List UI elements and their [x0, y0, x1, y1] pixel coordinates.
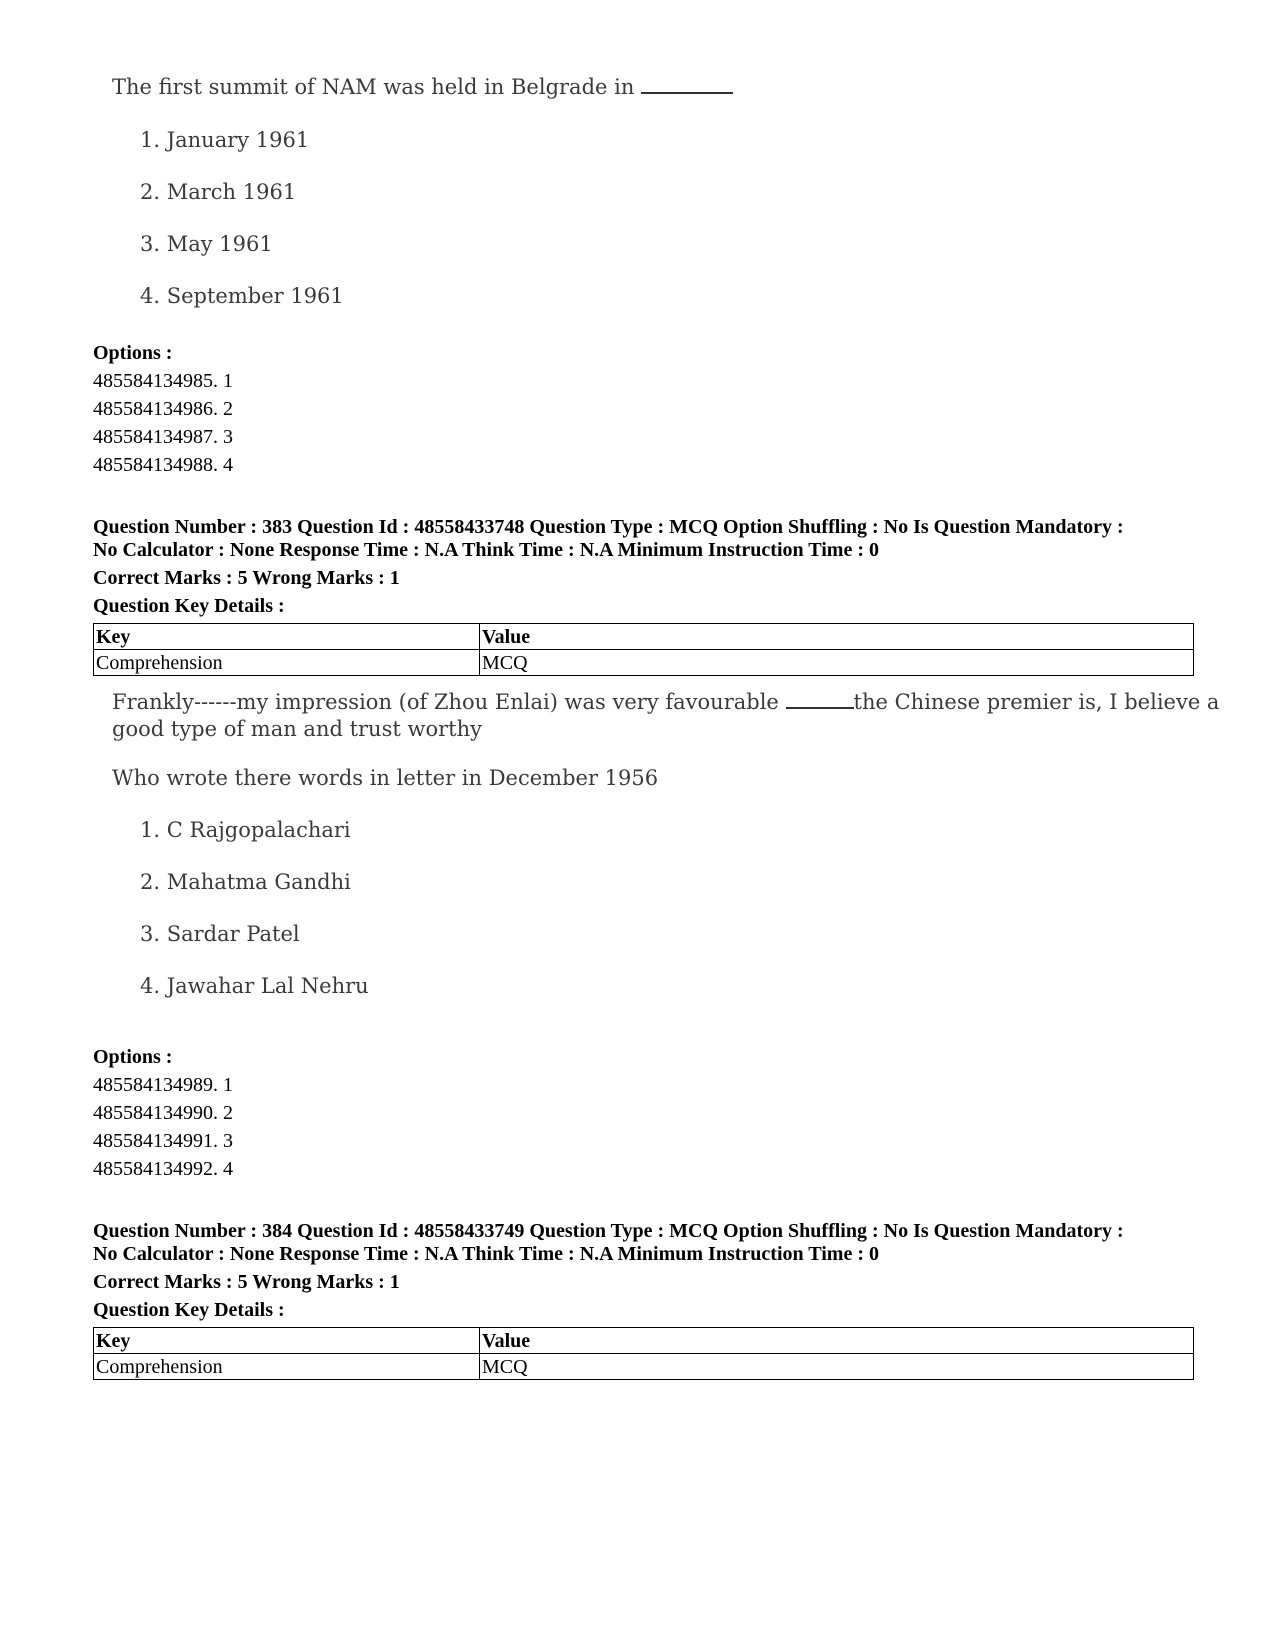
- q384-meta-line2: No Calculator : None Response Time : N.A Think Time : N.A Minimum Instruction Time : 0: [93, 1243, 879, 1265]
- q383-passage-part1: Frankly------my impression (of Zhou Enlai) was very favourable: [112, 690, 779, 714]
- table-row: [94, 650, 1194, 676]
- q383-key-table: [93, 623, 1194, 676]
- q383-choice-2: 2. Mahatma Gandhi: [140, 870, 351, 894]
- question-382-image: [0, 0, 1275, 330]
- q382-options-label: Options :: [93, 342, 173, 364]
- table-cell-value: MCQ: [480, 1354, 1194, 1380]
- q383-meta: [93, 516, 1193, 562]
- table-cell-value: MCQ: [480, 650, 1194, 676]
- q384-meta-line1: Question Number : 384 Question Id : 48558433749 Question Type : MCQ Option Shuffling : No Is Question Mandatory :: [93, 1220, 1124, 1242]
- q383-meta-line2: No Calculator : None Response Time : N.A Think Time : N.A Minimum Instruction Time : 0: [93, 539, 879, 561]
- q382-choice-4: 4. September 1961: [140, 284, 344, 308]
- table-cell-key: Comprehension: [94, 650, 480, 676]
- q382-choice-3: 3. May 1961: [140, 232, 273, 256]
- table-cell-key: Comprehension: [94, 1354, 480, 1380]
- q384-key-details-label: Question Key Details :: [93, 1299, 285, 1321]
- q382-option-4: 485584134988. 4: [93, 454, 233, 476]
- table-row: [94, 1354, 1194, 1380]
- q383-question-text: Who wrote there words in letter in December 1956: [112, 766, 659, 790]
- q384-meta: [93, 1220, 1193, 1266]
- q382-stem: [112, 75, 733, 99]
- q382-blank: [641, 92, 733, 94]
- q383-option-1: 485584134989. 1: [93, 1074, 233, 1096]
- q384-marks: Correct Marks : 5 Wrong Marks : 1: [93, 1271, 400, 1293]
- q383-choice-3: 3. Sardar Patel: [140, 922, 300, 946]
- q382-choice-2: 2. March 1961: [140, 180, 297, 204]
- question-383-image: [0, 680, 1275, 1010]
- q383-passage-line1: [112, 690, 1219, 714]
- q383-blank: [786, 707, 854, 709]
- q382-option-3: 485584134987. 3: [93, 426, 233, 448]
- q383-option-4: 485584134992. 4: [93, 1158, 233, 1180]
- q383-choice-4: 4. Jawahar Lal Nehru: [140, 974, 369, 998]
- table-header-row: [94, 1328, 1194, 1354]
- table-header-row: [94, 624, 1194, 650]
- q383-passage-part2: the Chinese premier is, I believe a: [853, 690, 1220, 714]
- q384-key-table: [93, 1327, 1194, 1380]
- q383-marks: Correct Marks : 5 Wrong Marks : 1: [93, 567, 400, 589]
- q382-option-2: 485584134986. 2: [93, 398, 233, 420]
- table-header-key: Key: [94, 624, 480, 650]
- q383-choice-1: 1. C Rajgopalachari: [140, 818, 351, 842]
- q383-option-2: 485584134990. 2: [93, 1102, 233, 1124]
- table-header-value: Value: [480, 624, 1194, 650]
- q383-meta-line1: Question Number : 383 Question Id : 48558433748 Question Type : MCQ Option Shuffling : No Is Question Mandatory :: [93, 516, 1124, 538]
- q382-stem-text: The first summit of NAM was held in Belgrade in: [112, 75, 635, 99]
- table-header-key: Key: [94, 1328, 480, 1354]
- q383-option-3: 485584134991. 3: [93, 1130, 233, 1152]
- table-header-value: Value: [480, 1328, 1194, 1354]
- q383-options-label: Options :: [93, 1046, 173, 1068]
- q382-option-1: 485584134985. 1: [93, 370, 233, 392]
- q382-choice-1: 1. January 1961: [140, 128, 310, 152]
- q383-passage-line2: good type of man and trust worthy: [112, 717, 482, 741]
- q383-key-details-label: Question Key Details :: [93, 595, 285, 617]
